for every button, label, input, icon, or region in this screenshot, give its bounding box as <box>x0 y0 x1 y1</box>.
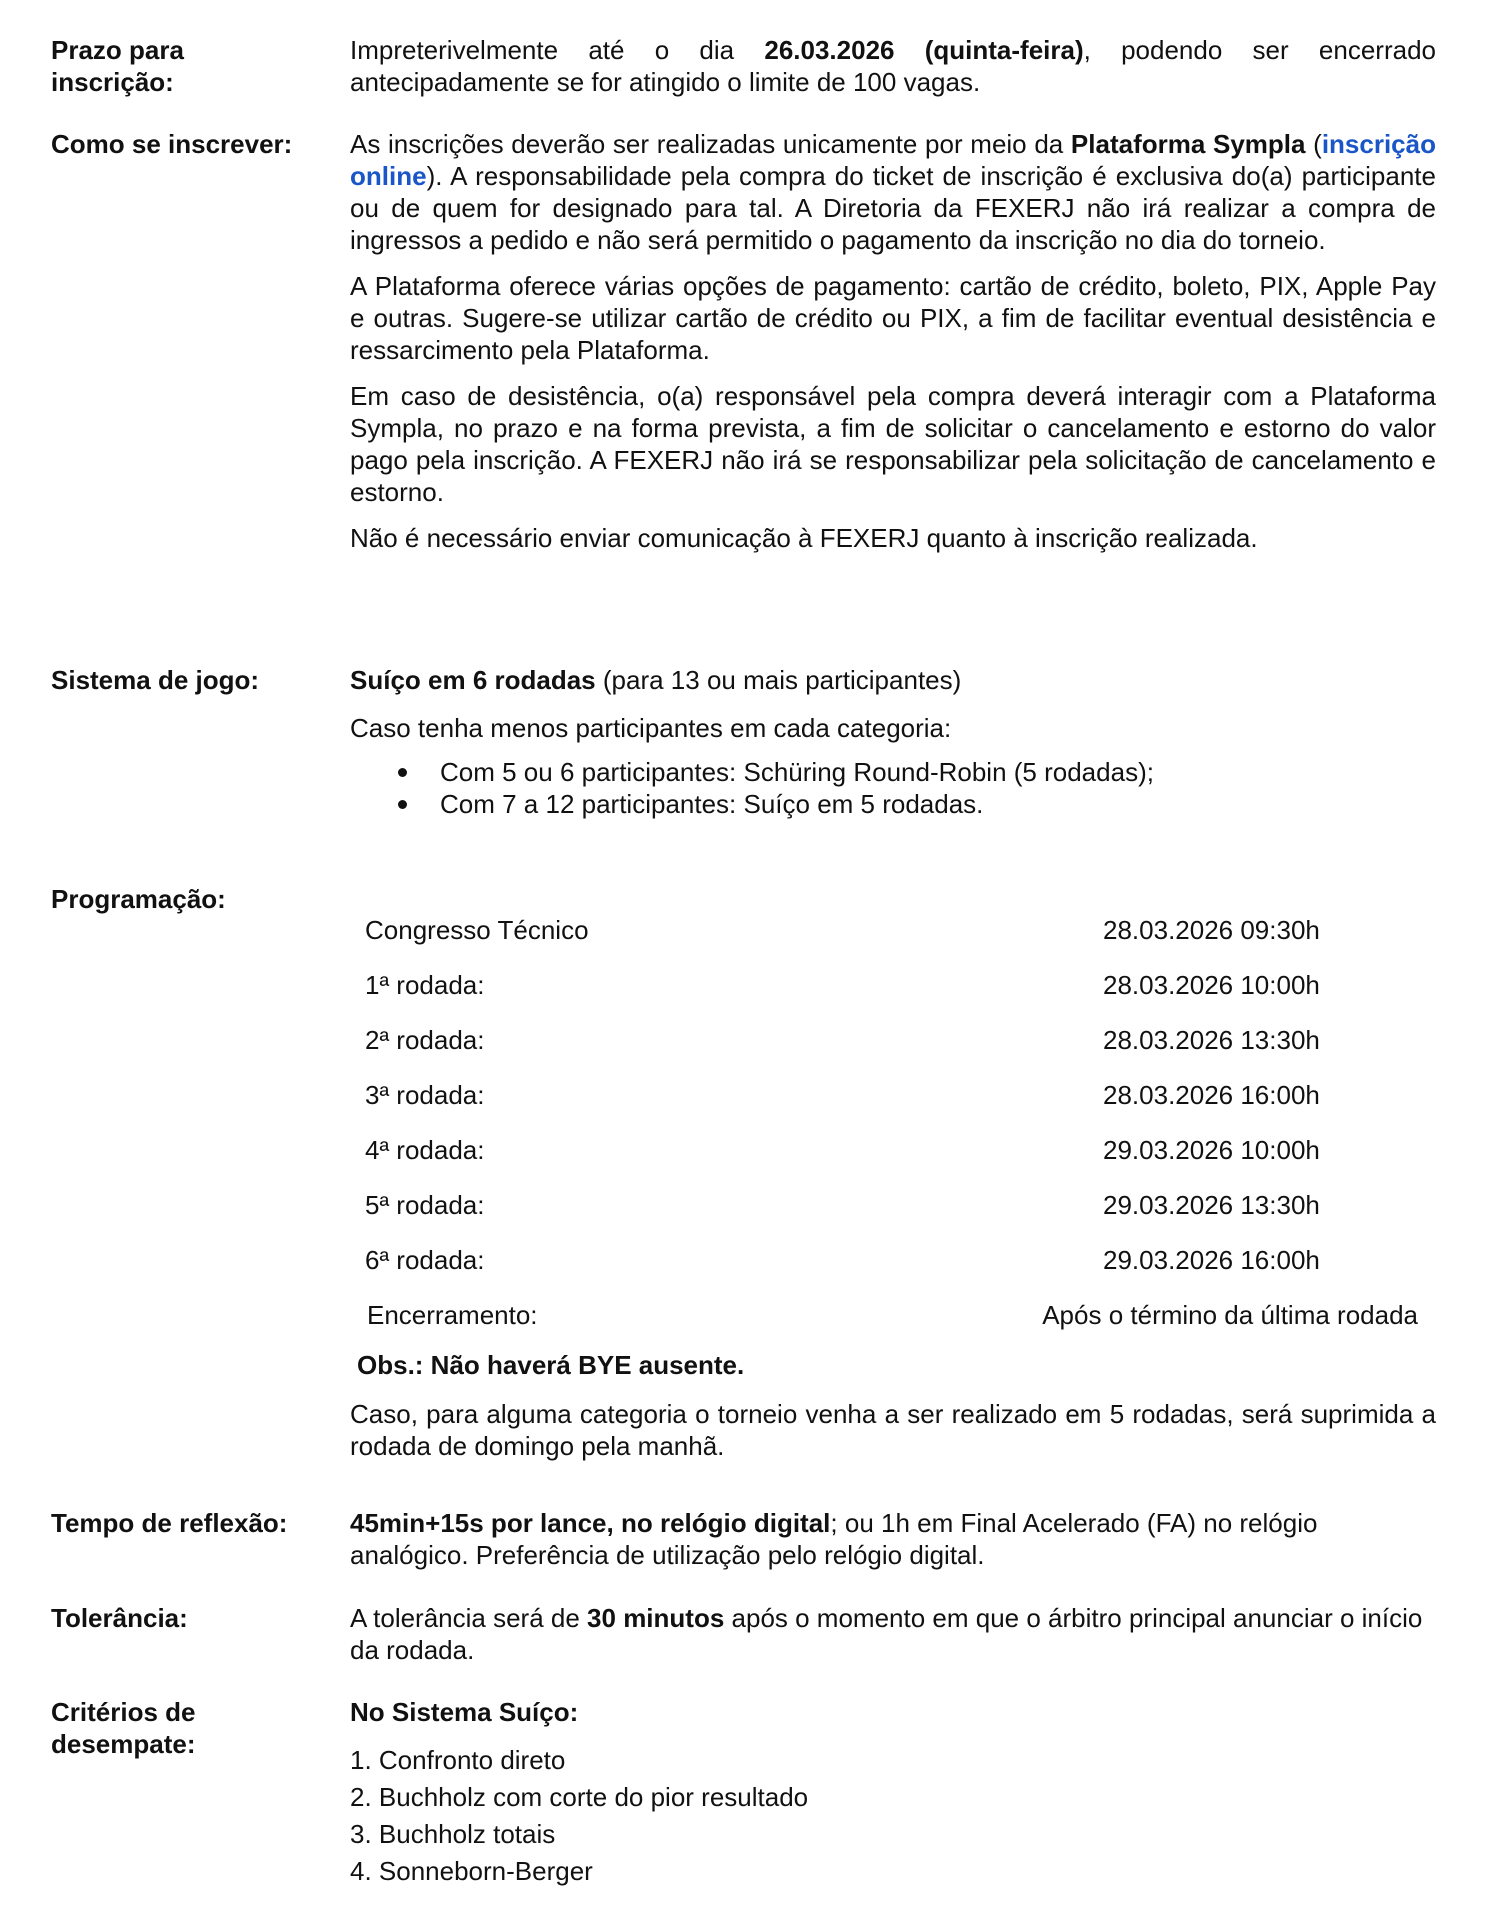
label-tolerancia: Tolerância: <box>51 1603 188 1633</box>
schedule-row <box>350 914 1436 969</box>
desempate-heading: No Sistema Suíço: <box>350 1697 579 1727</box>
schedule-event: 5ª rodada: <box>365 1190 485 1220</box>
schedule-event: 2ª rodada: <box>365 1025 485 1055</box>
schedule-event: Congresso Técnico <box>365 915 589 945</box>
label-programacao: Programação: <box>51 884 226 914</box>
como-paragraph-1 <box>350 128 1436 256</box>
desempate-content <box>350 1696 1436 1890</box>
sistema-bullets <box>350 756 1436 820</box>
sistema-intro: Caso tenha menos participantes em cada categoria: <box>350 713 952 743</box>
tiebreak-item: 4. Sonneborn-Berger <box>350 1856 593 1886</box>
schedule-datetime: 28.03.2026 09:30h <box>1103 915 1320 945</box>
tempo-rest: ; ou 1h em Final Acelerado (FA) no relógio analógico. Preferência de utilização pelo relógio digital. <box>350 1508 1318 1570</box>
schedule-row <box>350 1134 1436 1189</box>
label-tempo: Tempo de reflexão: <box>51 1508 288 1538</box>
schedule-event: Encerramento: <box>367 1300 538 1330</box>
sistema-main-bold: Suíço em 6 rodadas <box>350 665 596 695</box>
schedule-note: Caso, para alguma categoria o torneio venha a ser realizado em 5 rodadas, será suprimida a rodada de domingo pela manhã. <box>350 1399 1436 1461</box>
bullet-item <box>350 756 1436 788</box>
tolerancia-pre: A tolerância será de <box>350 1603 588 1633</box>
prazo-text-post: , podendo ser encerrado antecipadamente se for atingido o limite de 100 vagas. <box>350 35 1436 97</box>
schedule-datetime: 28.03.2026 10:00h <box>1103 970 1320 1000</box>
schedule-row <box>350 1299 1436 1354</box>
tempo-text <box>350 1507 1436 1571</box>
label-desempate-line1: Critérios de <box>51 1697 196 1727</box>
schedule-row <box>350 1189 1436 1244</box>
platform-name: Plataforma Sympla <box>1070 129 1306 159</box>
schedule-datetime: 28.03.2026 16:00h <box>1103 1080 1320 1110</box>
bullet-text: Com 5 ou 6 participantes: Schüring Round-Robin (5 rodadas); <box>440 757 1154 787</box>
schedule-row <box>350 969 1436 1024</box>
tiebreak-item: 2. Buchholz com corte do pior resultado <box>350 1782 809 1812</box>
como-p1-pre: As inscrições deverão ser realizadas unicamente por meio da <box>350 129 1071 159</box>
como-content <box>350 128 1436 568</box>
como-p1-open: ( <box>1305 129 1322 159</box>
como-paragraph-3: Em caso de desistência, o(a) responsável pela compra deverá interagir com a Plataforma Sympla, no prazo e na forma prevista, a fim de solicitar o cancelamento e estorno do valor pago pela inscrição. A FEXERJ não irá se responsabilizar pela solicitação de cancelamento e estorno. <box>350 381 1436 507</box>
schedule-datetime: 29.03.2026 16:00h <box>1103 1245 1320 1275</box>
schedule-obs: Obs.: Não haverá BYE ausente. <box>357 1350 745 1380</box>
schedule-event: 6ª rodada: <box>365 1245 485 1275</box>
label-prazo-line2: inscrição: <box>51 67 174 97</box>
schedule-datetime: 28.03.2026 13:30h <box>1103 1025 1320 1055</box>
schedule-table <box>350 914 1436 1354</box>
sistema-content <box>350 664 1436 820</box>
como-paragraph-4: Não é necessário enviar comunicação à FEXERJ quanto à inscrição realizada. <box>350 523 1258 553</box>
schedule-row <box>350 1024 1436 1079</box>
tiebreak-item: 1. Confronto direto <box>350 1745 566 1775</box>
bullet-icon <box>398 800 407 809</box>
schedule-datetime: Após o término da última rodada <box>1042 1300 1418 1330</box>
label-prazo-line1: Prazo para <box>51 35 184 65</box>
label-sistema: Sistema de jogo: <box>51 665 260 695</box>
tolerancia-bold: 30 minutos <box>587 1603 725 1633</box>
schedule-event: 1ª rodada: <box>365 970 485 1000</box>
schedule-event: 4ª rodada: <box>365 1135 485 1165</box>
label-desempate <box>51 1696 341 1760</box>
bullet-item <box>350 788 1436 820</box>
schedule-datetime: 29.03.2026 10:00h <box>1103 1135 1320 1165</box>
label-desempate-line2: desempate: <box>51 1729 196 1759</box>
tempo-bold: 45min+15s por lance, no relógio digital <box>350 1508 831 1538</box>
schedule-datetime: 29.03.2026 13:30h <box>1103 1190 1320 1220</box>
tolerancia-text <box>350 1602 1436 1666</box>
sistema-main-rest: (para 13 ou mais participantes) <box>595 665 962 695</box>
tiebreak-item: 3. Buchholz totais <box>350 1819 556 1849</box>
tolerancia-post: após o momento em que o árbitro principal anunciar o início da rodada. <box>350 1603 1423 1665</box>
tiebreak-list <box>350 1742 1436 1890</box>
prazo-text <box>350 34 1436 98</box>
como-paragraph-2: A Plataforma oferece várias opções de pagamento: cartão de crédito, boleto, PIX, Apple Pay e outras. Sugere-se utilizar cartão de crédito ou PIX, a fim de facilitar eventual desistência e ressarcimento pela Plataforma. <box>350 271 1436 365</box>
label-como: Como se inscrever: <box>51 129 293 159</box>
prazo-text-pre: Impreterivelmente até o dia <box>350 35 765 65</box>
inscricao-online-link[interactable]: inscrição online <box>350 129 1436 191</box>
schedule-row <box>350 1079 1436 1134</box>
bullet-icon <box>398 768 407 777</box>
como-p1-post: ). A responsabilidade pela compra do ticket de inscrição é exclusiva do(a) participante ou de quem for designado para tal. A Diretoria da FEXERJ não irá realizar a compra de ingressos a pedido e não será permitido o pagamento da inscrição no dia do torneio. <box>350 161 1436 255</box>
prazo-deadline: 26.03.2026 (quinta-feira) <box>764 35 1084 65</box>
schedule-event: 3ª rodada: <box>365 1080 485 1110</box>
sistema-main <box>350 664 1436 696</box>
schedule-row <box>350 1244 1436 1299</box>
bullet-text: Com 7 a 12 participantes: Suíço em 5 rodadas. <box>440 789 984 819</box>
label-prazo <box>51 34 341 98</box>
